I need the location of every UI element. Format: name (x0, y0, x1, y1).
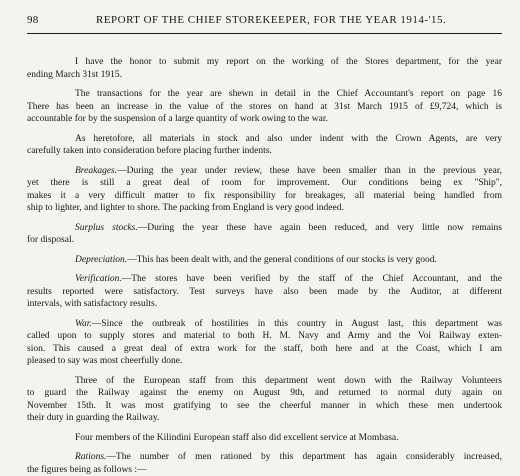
title-rule (27, 33, 502, 34)
report-body (27, 56, 502, 476)
paragraph-line-text: carefully taken into consideration before placing further indents. (27, 146, 272, 156)
paragraph-line-text: —This has been dealt with, and the general conditions of our stocks is very good. (127, 255, 437, 265)
paragraph-line (27, 165, 502, 178)
paragraph-line-text: yet there is still a great deal of room for improvement. Our conditions being ex "Ship", (27, 178, 502, 188)
paragraph-line (27, 451, 502, 464)
paragraph-line (27, 254, 502, 267)
paragraph-line (27, 202, 502, 215)
paragraph-line (27, 432, 502, 445)
report-paragraph (27, 133, 502, 158)
paragraph-line-text: their duty in guarding the Railway. (27, 413, 159, 423)
paragraph-line (27, 101, 502, 114)
report-paragraph (27, 432, 502, 445)
paragraph-line-text: results reported were satisfactory. Test surveys have also been made by the Auditor, at different (27, 287, 502, 297)
paragraph-line (27, 88, 502, 101)
paragraph-line (27, 56, 502, 69)
page-title: REPORT OF THE CHIEF STOREKEEPER, FOR THE YEAR 1914-'15. (96, 14, 506, 26)
paragraph-line-text: intervals, with satisfactory results. (27, 299, 157, 309)
paragraph-line (27, 113, 502, 126)
paragraph-line-text: There has been an increase in the value of the stores on hand at 31st March 1915 of £9,724, which is (27, 102, 502, 112)
paragraph-line-text: —The number of men rationed by this department has again considerably increased, (106, 452, 502, 462)
paragraph-heading: Breakages. (75, 166, 117, 176)
paragraph-line (27, 222, 502, 235)
paragraph-line (27, 387, 502, 400)
paragraph-heading: Verification. (75, 274, 122, 284)
paragraph-line-text: —The stores have been verified by the staff of the Chief Accountant, and the (122, 274, 502, 284)
paragraph-line (27, 400, 502, 413)
paragraph-line-text: —Since the outbreak of hostilities in this country in August last, this department was (92, 319, 502, 329)
paragraph-line-text: the figures being as follows :— (27, 465, 147, 475)
paragraph-line-text: —During the year under review, these have been smaller than in the previous year, (117, 166, 502, 176)
paragraph-line-text: pleased to say was most cheerfully done. (27, 356, 182, 366)
paragraph-line-text: The transactions for the year are shewn in detail in the Chief Accountant's report on page 16 (75, 89, 502, 99)
paragraph-line (27, 330, 502, 343)
paragraph-line (27, 298, 502, 311)
paragraph-line-text: I have the honor to submit my report on the working of the Stores department, for the year (75, 57, 502, 67)
page-number: 98 (27, 14, 38, 26)
report-paragraph (27, 254, 502, 267)
paragraph-line (27, 355, 502, 368)
paragraph-line (27, 286, 502, 299)
paragraph-line-text: sion. This caused a great deal of extra work for the staff, both here and at the Coast, which I am (27, 344, 502, 354)
report-paragraph (27, 165, 502, 215)
paragraph-line (27, 177, 502, 190)
report-paragraph (27, 273, 502, 311)
report-paragraph (27, 375, 502, 425)
paragraph-line (27, 464, 502, 476)
report-paragraph (27, 56, 502, 81)
paragraph-line-text: to guard the Railway against the enemy on August 9th, and returned to normal duty again on (27, 388, 502, 398)
paragraph-line-text: As heretofore, all materials in stock and also under indent with the Crown Agents, are very (75, 134, 502, 144)
report-paragraph (27, 88, 502, 126)
paragraph-line (27, 234, 502, 247)
paragraph-line (27, 190, 502, 203)
paragraph-line-text: accountable for by the suspension of a large quantity of work owing to the war. (27, 114, 328, 124)
paragraph-heading: Surplus stocks. (75, 223, 138, 233)
paragraph-heading: Rations. (75, 452, 106, 462)
paragraph-line (27, 133, 502, 146)
paragraph-line (27, 145, 502, 158)
paragraph-line (27, 343, 502, 356)
paragraph-line (27, 412, 502, 425)
paragraph-line-text: Three of the European staff from this department went down with the Railway Volunteers (75, 376, 502, 386)
paragraph-line (27, 273, 502, 286)
paragraph-line (27, 318, 502, 331)
report-paragraph (27, 451, 502, 476)
paragraph-line (27, 69, 502, 82)
report-paragraph (27, 318, 502, 368)
paragraph-heading: Depreciation. (75, 255, 127, 265)
paragraph-line-text: ship to lighter, and lighter to shore. The packing from England is very good indeed. (27, 203, 344, 213)
paragraph-line-text: November 15th. It was most gratifying to see the cheerful manner in which these men undertook (27, 401, 502, 411)
paragraph-line-text: for disposal. (27, 235, 74, 245)
paragraph-line-text: Four members of the Kilindini European staff also did excellent service at Mombasa. (75, 433, 399, 443)
paragraph-line (27, 375, 502, 388)
paragraph-heading: War. (75, 319, 92, 329)
paragraph-line-text: —During the year these have again been reduced, and very little now remains (138, 223, 502, 233)
paragraph-line-text: called upon to supply stores and material to both H. M. Navy and Army and the Voi Railway exten- (27, 331, 502, 341)
paragraph-line-text: ending March 31st 1915. (27, 70, 122, 80)
report-paragraph (27, 222, 502, 247)
paragraph-line-text: makes it a very difficult matter to fix responsibility for breakages, all material being handled from (27, 191, 502, 201)
